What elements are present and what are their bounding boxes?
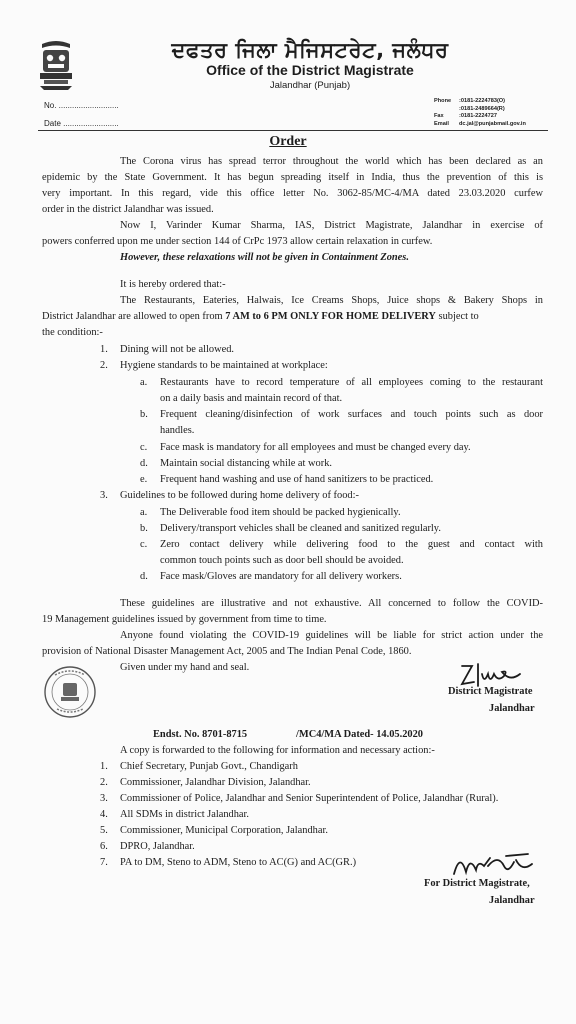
letter-number-field: No. ........................... [44, 101, 119, 110]
recipient-text: Commissioner of Police, Jalandhar and Senior Superintendent of Police, Jalandhar (Rural). [120, 793, 499, 804]
sub-item-letter: a. [140, 377, 148, 388]
order-text-line: powers conferred upon me under section 144 of CrPc 1973 allow certain relaxation in curfew. [42, 236, 433, 247]
condition-text: Guidelines to be followed during home delivery of food:- [120, 490, 359, 501]
order-text-line: The Corona virus has spread terror throughout the world which has been declared as an [120, 156, 543, 167]
sub-item-text: Zero contact delivery while delivering food to the guest and contact with [160, 539, 543, 550]
condition-number: 2. [100, 360, 108, 371]
condition-number: 1. [100, 344, 108, 355]
sub-item-text: The Deliverable food item should be packed hygienically. [160, 507, 401, 518]
containment-note: However, these relaxations will not be given in Containment Zones. [120, 252, 409, 263]
recipient-number: 1. [100, 761, 108, 772]
contact-block [434, 98, 526, 128]
order-text: subject to [435, 311, 479, 322]
sub-item-letter: d. [140, 571, 148, 582]
sub-item-letter: d. [140, 458, 148, 469]
delivery-hours: 7 AM to 6 PM ONLY FOR HOME DELIVERY [225, 311, 436, 322]
sub-item-text: Restaurants have to record temperature of all employees coming to the restaurant [160, 377, 543, 388]
sub-item-letter: b. [140, 409, 148, 420]
order-text-line: the condition:- [42, 327, 103, 338]
recipient-number: 4. [100, 809, 108, 820]
order-text-line: provision of National Disaster Management Act, 2005 and The Indian Penal Code, 1860. [42, 646, 412, 657]
contact-key: Phone [434, 98, 452, 104]
order-text-line: These guidelines are illustrative and not exhaustive. All concerned to follow the COVID- [120, 598, 543, 609]
recipient-number: 5. [100, 825, 108, 836]
endorsement-signatory-place: Jalandhar [489, 895, 535, 906]
header-divider [38, 130, 548, 131]
recipient-number: 2. [100, 777, 108, 788]
order-text-line: very important. In this regard, vide this office letter No. 3062-85/MC-4/MA dated 23.03.2020 curfew [42, 188, 543, 199]
order-text-line: 19 Management guidelines issued by government from time to time. [42, 614, 327, 625]
endorsement-signatory-title: For District Magistrate, [424, 878, 530, 889]
punjab-emblem-icon [34, 40, 78, 92]
order-text-line: Anyone found violating the COVID-19 guidelines will be liable for strict action under the [120, 630, 543, 641]
recipient-text: Commissioner, Municipal Corporation, Jalandhar. [120, 825, 328, 836]
sub-item-letter: a. [140, 507, 148, 518]
official-seal-icon [43, 665, 97, 719]
sub-item-text: handles. [160, 425, 195, 436]
sub-item-letter: c. [140, 539, 148, 550]
recipient-number: 7. [100, 857, 108, 868]
signatory-title: District Magistrate [448, 686, 533, 697]
order-text-line: order in the district Jalandhar was issued. [42, 204, 214, 215]
ordered-line: It is hereby ordered that:- [120, 279, 226, 290]
letter-date-field: Date ......................... [44, 119, 119, 128]
order-text-line [42, 309, 479, 325]
sub-item-text: on a daily basis and maintain record of that. [160, 393, 343, 404]
order-text-line: The Restaurants, Eateries, Halwais, Ice Creams Shops, Juice shops & Bakery Shops in [120, 295, 543, 306]
recipient-number: 3. [100, 793, 108, 804]
recipient-number: 6. [100, 841, 108, 852]
condition-number: 3. [100, 490, 108, 501]
sub-item-text: Face mask is mandatory for all employees and must be changed every day. [160, 442, 471, 453]
sub-item-text: common touch points such as door bell should be avoided. [160, 555, 404, 566]
sub-item-letter: c. [140, 442, 148, 453]
sub-item-text: Frequent cleaning/disinfection of work surfaces and touch points such as door [160, 409, 543, 420]
sub-item-text: Delivery/transport vehicles shall be cleaned and sanitized regularly. [160, 523, 441, 534]
contact-key: Fax [434, 113, 444, 120]
contact-value: :0181-2489664(R) [459, 105, 505, 112]
sub-item-text: Frequent hand washing and use of hand sanitizers to be practiced. [160, 474, 434, 485]
contact-value: dc.jal@punjabmail.gov.in [459, 120, 526, 127]
sub-item-text: Face mask/Gloves are mandatory for all delivery workers. [160, 571, 402, 582]
endorsement-intro: A copy is forwarded to the following for information and necessary action:- [120, 745, 435, 756]
contact-key: Email [434, 120, 449, 127]
office-location: Jalandhar (Punjab) [269, 80, 351, 91]
given-line: Given under my hand and seal. [120, 662, 250, 673]
signatory-place: Jalandhar [489, 703, 535, 714]
contact-value: :0181-2224727 [459, 113, 497, 120]
endorsement-number: Endst. No. 8701-8715 [153, 729, 248, 740]
recipient-text: All SDMs in district Jalandhar. [120, 809, 250, 820]
order-text-line: Now I, Varinder Kumar Sharma, IAS, District Magistrate, Jalandhar in exercise of [120, 220, 543, 231]
recipient-text: PA to DM, Steno to ADM, Steno to AC(G) and AC(GR.) [120, 857, 357, 868]
sub-item-letter: b. [140, 523, 148, 534]
recipient-text: DPRO, Jalandhar. [120, 841, 195, 852]
order-text: District Jalandhar are allowed to open from [42, 311, 226, 322]
sub-item-letter: e. [140, 474, 148, 485]
office-title: Office of the District Magistrate [206, 62, 414, 78]
order-heading: Order [269, 134, 307, 149]
condition-text: Dining will not be allowed. [120, 344, 234, 355]
office-title-punjabi: ਦਫਤਰ ਜਿਲਾ ਮੈਜਿਸਟਰੇਟ, ਜਲੰਧਰ [171, 38, 449, 62]
recipient-text: Commissioner, Jalandhar Division, Jalandhar. [120, 777, 311, 788]
sub-item-text: Maintain social distancing while at work. [160, 458, 332, 469]
order-text-line: epidemic by the State Government. It has begun spreading itself in India, thus the prevention of this is [42, 172, 543, 183]
condition-text: Hygiene standards to be maintained at workplace: [120, 360, 328, 371]
contact-value: :0181-2224783(O) [459, 98, 506, 104]
endorsement-date: /MC4/MA Dated- 14.05.2020 [296, 729, 423, 740]
recipient-text: Chief Secretary, Punjab Govt., Chandigarh [120, 761, 298, 772]
